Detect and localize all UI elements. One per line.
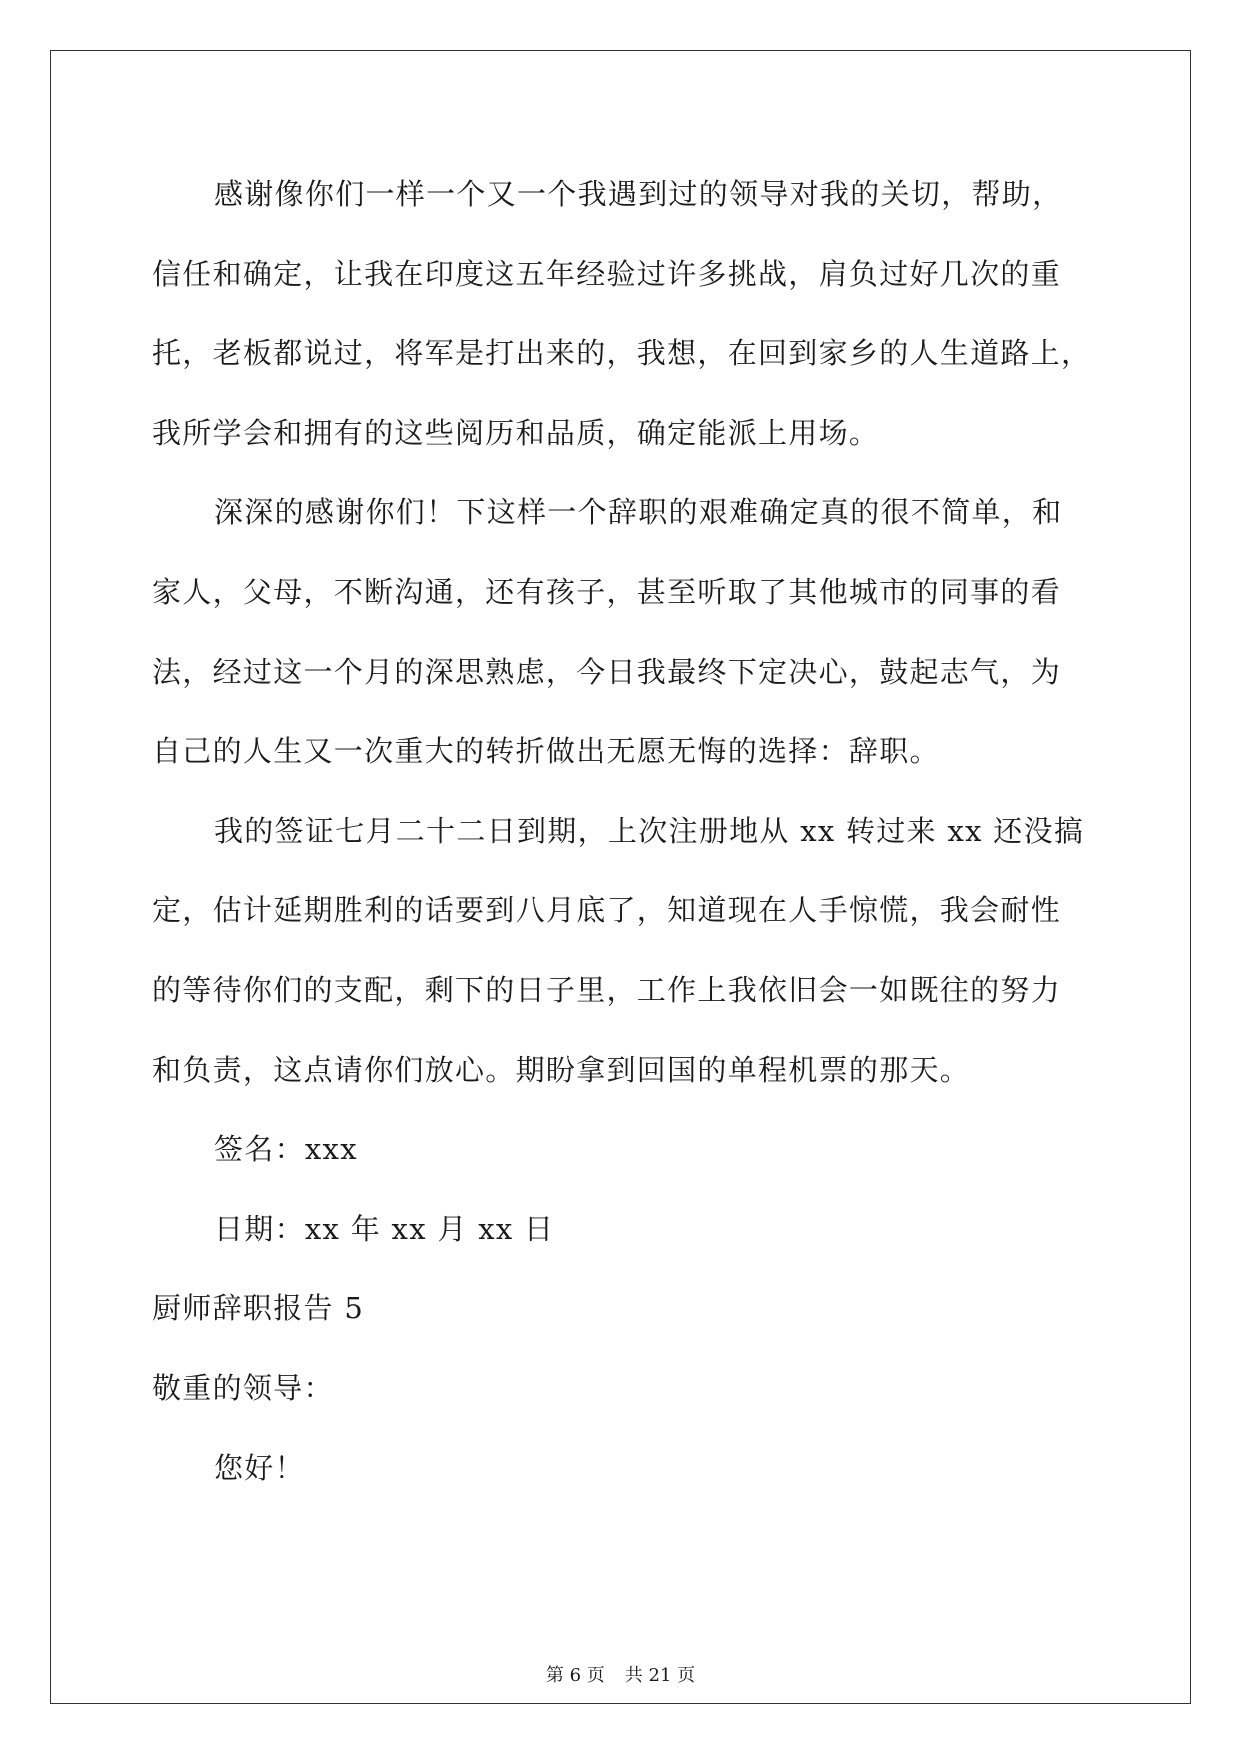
greeting: 您好！ xyxy=(214,1450,305,1485)
paragraph-line: 和负责，这点请你们放心。期盼拿到回国的单程机票的那天。 xyxy=(152,1052,971,1087)
paragraph-line: 深深的感谢你们！下这样一个辞职的艰难确定真的很不简单，和 xyxy=(214,495,1063,530)
page-number: 第 6 页 xyxy=(545,1665,605,1686)
paragraph-line: 自己的人生又一次重大的转折做出无愿无悔的选择：辞职。 xyxy=(152,734,940,769)
paragraph-line: 定，估计延期胜利的话要到八月底了，知道现在人手惊慌，我会耐性 xyxy=(152,893,1062,928)
page-footer xyxy=(0,1664,1241,1688)
date-line: 日期：xx 年 xx 月 xx 日 xyxy=(214,1211,555,1246)
salutation: 敬重的领导： xyxy=(152,1370,334,1405)
paragraph-line: 法，经过这一个月的深思熟虑，今日我最终下定决心，鼓起志气，为 xyxy=(152,654,1062,689)
paragraph-line: 托，老板都说过，将军是打出来的，我想，在回到家乡的人生道路上， xyxy=(152,336,1092,371)
document-body xyxy=(152,155,1092,1508)
signature-line: 签名：xxx xyxy=(214,1132,358,1167)
paragraph-line: 感谢像你们一样一个又一个我遇到过的领导对我的关切，帮助， xyxy=(214,177,1063,211)
page-total: 共 21 页 xyxy=(624,1665,696,1686)
paragraph-line: 信任和确定，让我在印度这五年经验过许多挑战，肩负过好几次的重 xyxy=(152,256,1062,291)
section-heading: 厨师辞职报告 5 xyxy=(152,1291,365,1326)
paragraph-line: 家人，父母，不断沟通，还有孩子，甚至听取了其他城市的同事的看 xyxy=(152,574,1062,609)
paragraph-line: 我的签证七月二十二日到期，上次注册地从 xx 转过来 xx 还没搞 xyxy=(214,813,1085,848)
paragraph-line: 的等待你们的支配，剩下的日子里，工作上我依旧会一如既往的努力 xyxy=(152,972,1062,1007)
paragraph-line: 我所学会和拥有的这些阅历和品质，确定能派上用场。 xyxy=(152,415,880,450)
